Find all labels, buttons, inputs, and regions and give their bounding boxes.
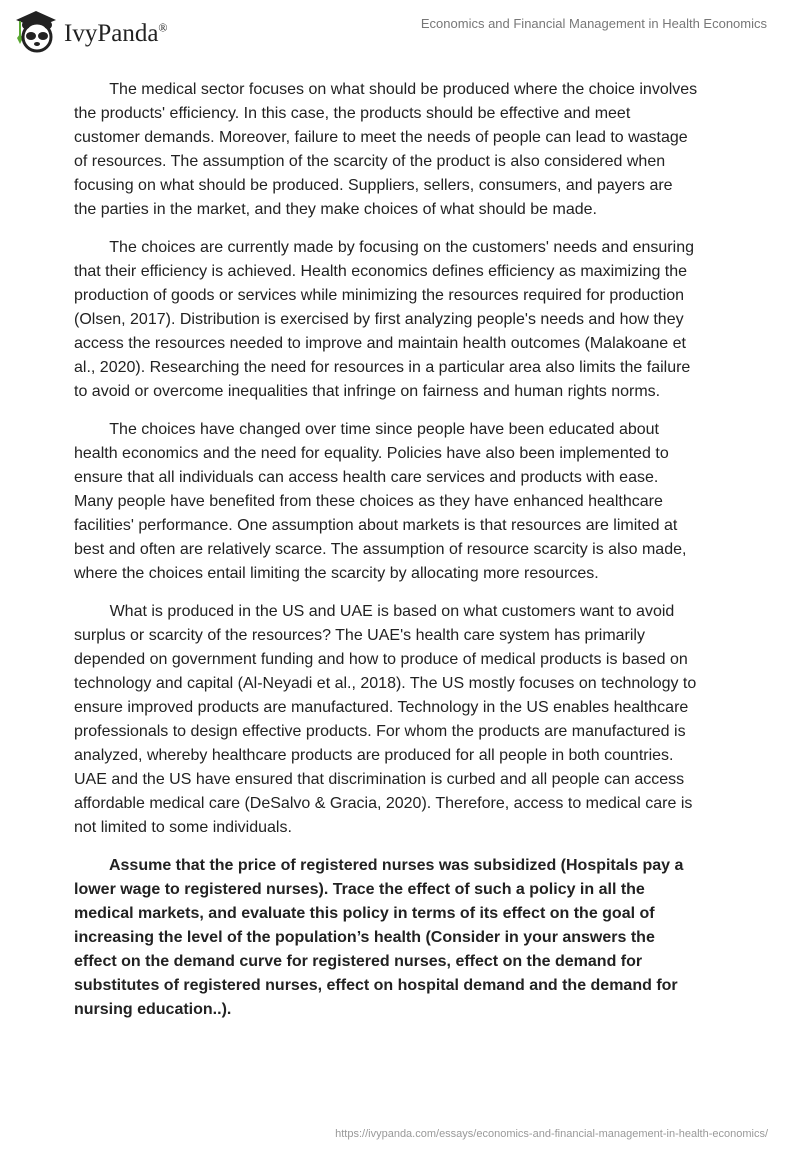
text-line: access the resources needed to improve and maintain health outcomes (Malakoane et [74,335,686,352]
essay-paragraph [74,600,734,840]
text-line: of resources. The assumption of the scarcity of the product is also considered when [74,153,666,170]
text-line: al., 2020). Researching the need for resources in a particular area also limits the failure [74,359,691,376]
essay-paragraph [74,418,734,586]
page-header [0,0,800,60]
brand-name [64,20,168,48]
text-line: depended on government funding and how to produce of medical products is based on [74,651,688,668]
text-line: health economics and the need for equality. Policies have also been implemented to [74,445,669,462]
essay-body [74,78,734,1036]
text-line: best and often are relatively scarce. The assumption of resource scarcity is also made, [74,541,687,558]
text-line: effect on the demand curve for registered nurses, effect on the demand for [74,953,643,970]
text-line: focusing on what should be produced. Suppliers, sellers, consumers, and payers are [74,177,673,194]
text-line: customer demands. Moreover, failure to meet the needs of people can lead to wastage [74,129,688,146]
text-line: analyzed, whereby healthcare products are produced for all people in both countries. [74,747,674,764]
text-line: the parties in the market, and they make choices of what should be made. [74,201,597,218]
text-line: ensure that all individuals can access health care services and products with ease. [74,469,659,486]
text-line: to avoid or overcome inequalities that infringe on fairness and human rights norms. [74,383,661,400]
text-line: (Olsen, 2017). Distribution is exercised by first analyzing people's needs and how they [74,311,684,328]
text-line: the products' efficiency. In this case, the products should be effective and meet [74,105,631,122]
registered-mark: ® [158,20,168,35]
text-line: where the choices entail limiting the scarcity by allocating more resources. [74,565,599,582]
essay-paragraph [74,236,734,404]
text-line: affordable medical care (DeSalvo & Gracia, 2020). Therefore, access to medical care is [74,795,693,812]
text-line: medical markets, and evaluate this policy in terms of its effect on the goal of [74,905,655,922]
essay-question-paragraph [74,854,734,1022]
text-line: The medical sector focuses on what should be produced where the choice involves [74,81,698,98]
text-line: professionals to design effective products. For whom the products are manufactured is [74,723,686,740]
text-line: Assume that the price of registered nurses was subsidized (Hospitals pay a [74,857,684,874]
document-title: Economics and Financial Management in Health Economics [420,16,767,31]
ivypanda-logo[interactable] [12,8,168,54]
text-line: lower wage to registered nurses). Trace the effect of such a policy in all the [74,881,645,898]
text-line: surplus or scarcity of the resources? The UAE's health care system has primarily [74,627,645,644]
brand-text: IvyPanda [64,20,159,47]
text-line: The choices have changed over time since people have been educated about [74,421,659,438]
text-line: UAE and the US have ensured that discrimination is curbed and all people can access [74,771,685,788]
text-line: production of goods or services while minimizing the resources required for production [74,287,685,304]
essay-paragraph [74,78,734,222]
text-line: Many people have benefited from these choices as they have enhanced healthcare [74,493,663,510]
text-line: What is produced in the US and UAE is based on what customers want to avoid [74,603,675,620]
source-url: https://ivypanda.com/essays/economics-and-financial-management-in-health-economics/ [335,1128,768,1140]
panda-graduate-icon [12,8,58,54]
text-line: technology and capital (Al-Neyadi et al., 2018). The US mostly focuses on technology to [74,675,697,692]
text-line: not limited to some individuals. [74,819,292,836]
text-line: increasing the level of the population’s health (Consider in your answers the [74,929,655,946]
text-line: The choices are currently made by focusing on the customers' needs and ensuring [74,239,694,256]
text-line: ensure improved products are manufactured. Technology in the US enables healthcare [74,699,689,716]
text-line: substitutes of registered nurses, effect on hospital demand and the demand for [74,977,678,994]
text-line: that their efficiency is achieved. Health economics defines efficiency as maximizing the [74,263,688,280]
text-line: facilities' performance. One assumption about markets is that resources are limited at [74,517,678,534]
text-line: nursing education..). [74,1001,232,1018]
